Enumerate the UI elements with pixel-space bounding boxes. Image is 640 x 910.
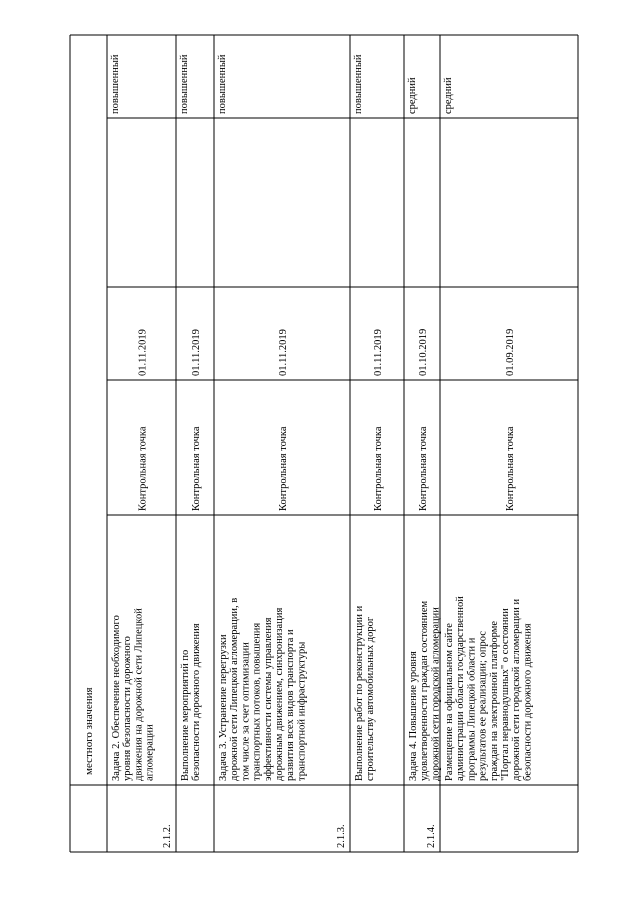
row-date: 01.11.2019 [191,329,202,376]
row-description-line: безопасности дорожного движения [522,623,534,781]
row-description-line: Выполнение мероприятий по [180,649,191,781]
row-date: 01.11.2019 [278,329,289,376]
row-date: 01.11.2019 [137,329,149,376]
row-type: Контрольная точка [418,426,429,511]
row-description-line: дорожной сети городской агломерации и [511,598,523,781]
row-description-line: Выполнение работ по реконструкции и [354,605,365,781]
table-body [110,54,533,848]
row-description-line: Задача 3. Устранение перегрузки [218,634,229,781]
row-description-line: Задача 4. Повышение уровня [408,651,419,781]
row-number: 2.1.2. [162,824,173,848]
row-level: повышенный [110,54,121,114]
row-type: Контрольная точка [278,426,289,511]
row-description-line: результатов ее реализации; опрос [477,631,489,781]
row-description-line: уровня безопасности дорожного [122,636,134,781]
row-level: средний [407,77,418,114]
row-description-line: агломерации [144,724,156,781]
row-type: Контрольная точка [191,426,202,511]
row-number: 2.1.4. [426,824,437,848]
row-level: повышенный [353,54,364,114]
row-description-line: администрации области государственной [455,596,467,781]
row-description-line: развития всех видов транспорта и [285,629,297,781]
row-description-line: безопасности дорожного движения [191,623,203,781]
row-description-line: эффективности системы управления [262,617,274,781]
row-level: средний [443,77,454,114]
row-type: Контрольная точка [373,426,384,511]
header-cell-text: местного значения [83,687,95,775]
row-description-line: дорожной сети Липецкой агломерации, в [229,597,241,781]
row-description-line: транспортной инфраструктуры [296,641,308,781]
row-level: повышенный [217,54,228,114]
row-description-line: "Портал неравнодушных" о состоянии [500,608,511,781]
row-number: 2.1.3. [336,824,347,848]
row-date: 01.09.2019 [505,328,516,376]
row-description-line: программы Липецкой области и [466,637,478,781]
row-date: 01.11.2019 [373,329,384,376]
row-description-line: транспортных потоков, повышения [251,622,263,781]
row-description-line: дорожной сети городской агломерации [430,607,442,781]
row-description-line: движения на дорожной сети Липецкой [133,608,145,781]
row-date: 01.10.2019 [418,328,429,376]
row-description-line: граждан на электронной платформе [488,620,500,781]
row-level: повышенный [179,54,190,114]
row-description-line: Задача 2. Обеспечение необходимого [111,615,122,781]
row-type: Контрольная точка [137,426,149,511]
row-description-line: Размещение на официальном сайте [444,623,455,781]
row-type: Контрольная точка [505,426,516,511]
row-description-line: том числе за счет оптимизации [240,642,252,781]
row-description-line: строительству автомобильных дорог [365,616,377,781]
row-description-line: удовлетворенности граждан состоянием [419,600,431,781]
row-description-line: дорожным движением, синхронизация [274,607,285,781]
